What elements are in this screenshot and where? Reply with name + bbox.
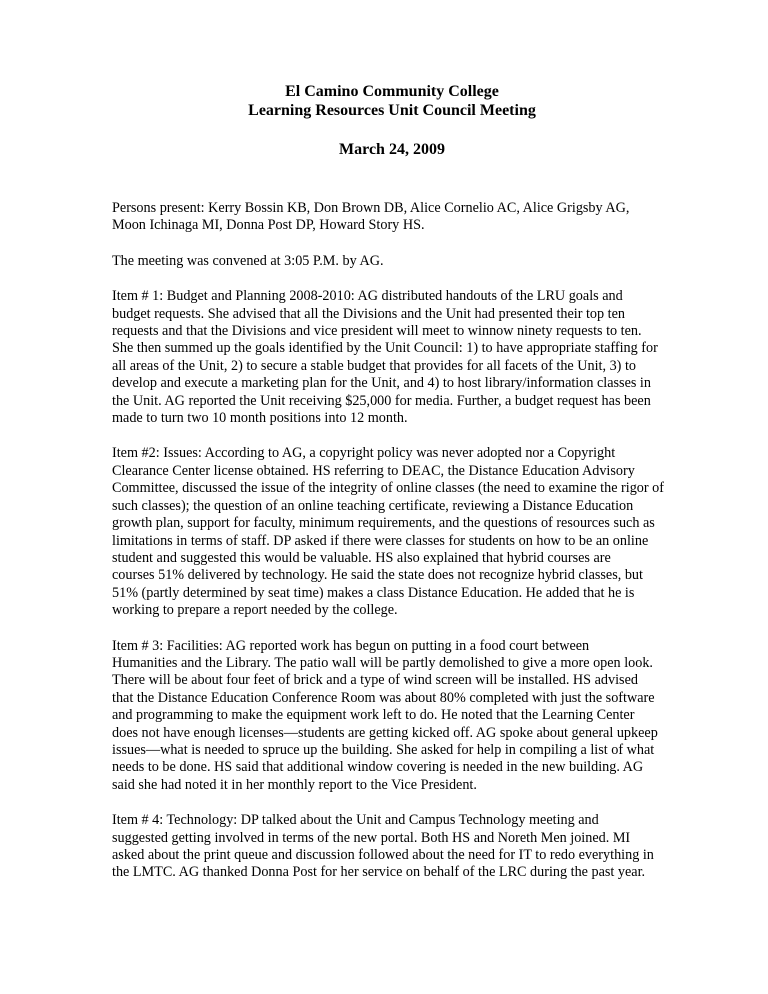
meeting-date: March 24, 2009 bbox=[339, 141, 445, 158]
paragraph-line: Item # 1: Budget and Planning 2008-2010: AG distributed handouts of the LRU goals and bbox=[112, 288, 623, 305]
paragraph-line: and programming to make the equipment work left to do. He noted that the Learning Center bbox=[112, 707, 635, 724]
paragraph-line: does not have enough licenses—students are getting kicked off. AG spoke about general upkeep bbox=[112, 724, 658, 741]
paragraph-line: the Unit. AG reported the Unit receiving $25,000 for media. Further, a budget request has been bbox=[112, 392, 651, 409]
paragraph-line: growth plan, support for faculty, minimum requirements, and the questions of resources such as bbox=[112, 515, 655, 532]
paragraph-line: Item #2: Issues: According to AG, a copyright policy was never adopted nor a Copyright bbox=[112, 445, 616, 462]
paragraph-line: limitations in terms of staff. DP asked if there were classes for students on how to be an online bbox=[112, 532, 649, 549]
paragraph-line: issues—what is needed to spruce up the building. She asked for help in compiling a list of what bbox=[112, 741, 655, 758]
meeting-convened-paragraph bbox=[112, 253, 672, 270]
paragraph-line: requests and that the Divisions and vice president will meet to winnow ninety requests to ten. bbox=[112, 323, 642, 340]
paragraph-line: Clearance Center license obtained. HS referring to DEAC, the Distance Education Advisory bbox=[112, 462, 635, 479]
paragraph-line: Persons present: Kerry Bossin KB, Don Brown DB, Alice Cornelio AC, Alice Grigsby AG, bbox=[112, 200, 630, 216]
document-title-line2: Learning Resources Unit Council Meeting bbox=[248, 102, 536, 119]
paragraph-line: Item # 4: Technology: DP talked about the Unit and Campus Technology meeting and bbox=[112, 812, 599, 829]
item-2-issues-paragraph bbox=[112, 445, 672, 619]
paragraph-line: that the Distance Education Conference Room was about 80% completed with just the software bbox=[112, 689, 655, 706]
paragraph-line: courses 51% delivered by technology. He said the state does not recognize hybrid classes, but bbox=[112, 567, 643, 584]
paragraph-line: said she had noted it in her monthly report to the Vice President. bbox=[112, 776, 477, 793]
document-title-line1: El Camino Community College bbox=[285, 83, 499, 100]
paragraph-line: the LMTC. AG thanked Donna Post for her service on behalf of the LRC during the past year. bbox=[112, 864, 646, 881]
paragraph-line: She then summed up the goals identified by the Unit Council: 1) to have appropriate staffing for bbox=[112, 340, 658, 357]
paragraph-line: made to turn two 10 month positions into 12 month. bbox=[112, 410, 408, 427]
paragraph-line: such classes); the question of an online teaching certificate, reviewing a Distance Education bbox=[112, 497, 634, 514]
paragraph-line: There will be about four feet of brick and a type of wind screen will be installed. HS advised bbox=[112, 672, 638, 689]
paragraph-line: Humanities and the Library. The patio wall will be partly demolished to give a more open look. bbox=[112, 654, 653, 671]
paragraph-line: 51% (partly determined by seat time) makes a class Distance Education. He added that he is bbox=[112, 584, 635, 601]
paragraph-line: asked about the print queue and discussion followed about the need for IT to redo everything in bbox=[112, 847, 654, 863]
paragraph-line: all areas of the Unit, 2) to secure a stable budget that provides for all facets of the Unit, 3) to bbox=[112, 357, 636, 374]
item-4-technology-paragraph bbox=[112, 812, 672, 882]
paragraph-line: Item # 3: Facilities: AG reported work has begun on putting in a food court between bbox=[112, 637, 590, 654]
paragraph-line: suggested getting involved in terms of the new portal. Both HS and Noreth Men joined. MI bbox=[112, 829, 631, 846]
paragraph-line: develop and execute a marketing plan for the Unit, and 4) to host library/information classes in bbox=[112, 375, 651, 392]
persons-present-paragraph bbox=[112, 200, 672, 235]
paragraph-line: working to prepare a report needed by the college. bbox=[112, 602, 398, 619]
item-3-facilities-paragraph bbox=[112, 638, 672, 795]
document-page bbox=[112, 82, 672, 882]
item-1-budget-paragraph bbox=[112, 288, 672, 427]
paragraph-line: Moon Ichinaga MI, Donna Post DP, Howard Story HS. bbox=[112, 217, 425, 234]
paragraph-line: student and suggested this would be valuable. HS also explained that hybrid courses are bbox=[112, 549, 611, 566]
paragraph-line: needs to be done. HS said that additional window covering is needed in the new building. AG bbox=[112, 759, 644, 776]
paragraph-line: budget requests. She advised that all the Divisions and the Unit had presented their top ten bbox=[112, 305, 626, 322]
paragraph-line: The meeting was convened at 3:05 P.M. by AG. bbox=[112, 252, 384, 269]
paragraph-line: Committee, discussed the issue of the integrity of online classes (the need to examine the rigor of bbox=[112, 480, 664, 497]
